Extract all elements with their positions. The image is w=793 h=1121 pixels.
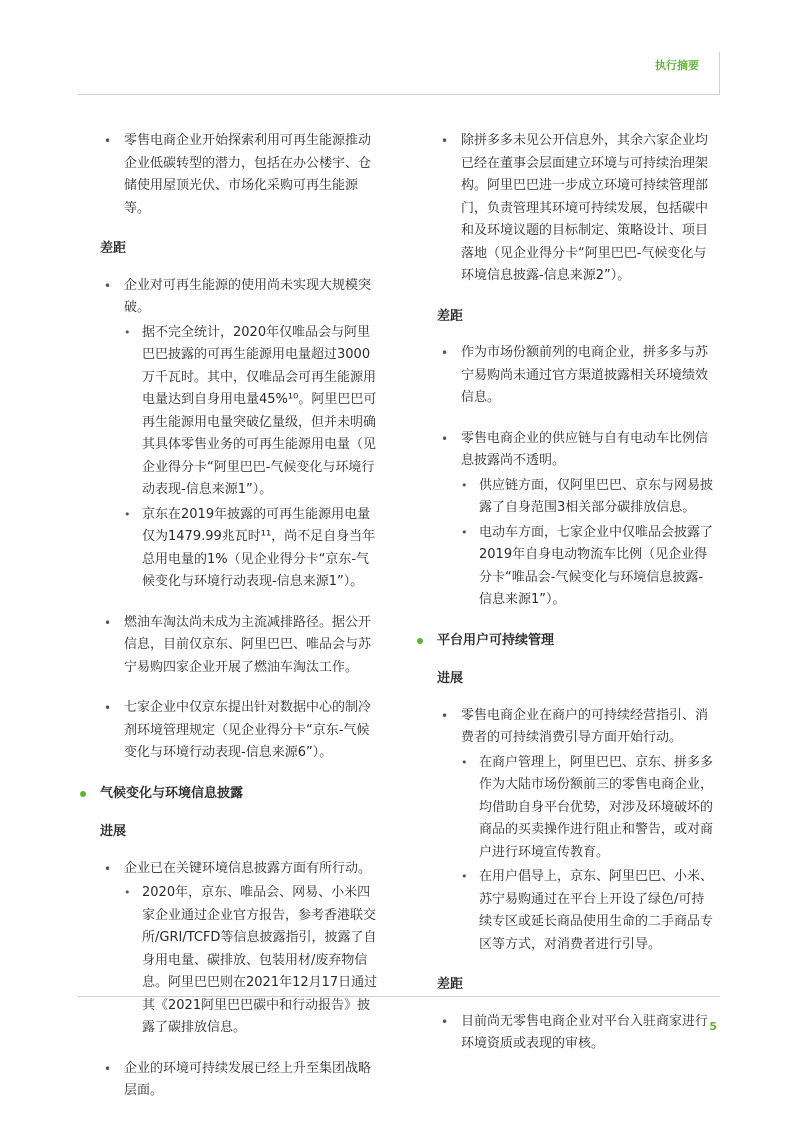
progress-heading: 进展: [437, 671, 464, 686]
sub-list-item-text: 京东在2019年披露的可再生能源用电量仅为1479.99兆瓦时¹¹，尚不足自身当年总用电量的1%（见企业得分卡“京东-气候变化与环境行动表现-信息来源1”）。: [142, 506, 376, 589]
page-number: 5: [709, 1020, 717, 1033]
bullet-icon: •: [104, 861, 112, 876]
section-heading-text: 平台用户可持续管理: [437, 632, 555, 648]
sub-list-item-text: 供应链方面，仅阿里巴巴、京东与网易披露了自身范围3相关部分碳排放信息。: [479, 477, 714, 515]
sub-list-item: [461, 475, 715, 520]
progress-heading: 进展: [100, 824, 127, 839]
bullet-icon: •: [441, 134, 449, 148]
bullet-icon: •: [124, 507, 131, 521]
sub-list-item: [461, 752, 715, 865]
bullet-icon: •: [104, 701, 112, 715]
green-dot-icon: [417, 638, 423, 644]
gap-heading: 差距: [100, 241, 127, 256]
section-heading-climate: [100, 783, 378, 806]
list-item-text: 零售电商企业开始探索利用可再生能源推动企业低碳转型的潜力，包括在办公楼宇、仓储使用屋顶光伏、市场化采购可再生能源等。: [124, 133, 372, 216]
bullet-icon: •: [104, 1061, 112, 1076]
list-item-text: 燃油车淘汰尚未成为主流减排路径。据公开信息，目前仅京东、阿里巴巴、唯品会与苏宁易购四家企业开展了燃油车淘汰工作。: [124, 614, 372, 675]
list-item: [78, 612, 378, 680]
list-item-text: 企业已在关键环境信息披露方面有所行动。: [124, 860, 372, 876]
bullet-icon: •: [104, 615, 112, 630]
gap-heading: 差距: [437, 308, 464, 324]
sub-list-item-text: 在用户倡导上，京东、阿里巴巴、小米、苏宁易购通过在平台上开设了绿色/可持续专区或延长商品使用生命的二手商品专区等方式，对消费者进行引导。: [479, 869, 714, 952]
list-item-text: 作为市场份额前列的电商企业，拼多多与苏宁易购尚未通过官方渠道披露相关环境绩效信息。: [461, 345, 709, 405]
list-item-text: 除拼多多未见公开信息外，其余六家企业均已经在董事会层面建立环境与可持续治理架构。阿里巴巴进一步成立环境可持续管理部门，负责管理其环境可持续发展，包括碳中和及环境议题的目标制定、策略设计、项目落地（见企业得分卡“阿里巴巴-气候变化与环境信息披露-信息来源2”）。: [461, 133, 709, 283]
list-item: [78, 1058, 378, 1103]
sub-list-item: [124, 504, 378, 594]
list-item: [78, 275, 378, 594]
bullet-icon: •: [441, 708, 449, 723]
list-item-text: 零售电商企业的供应链与自有电动车比例信息披露尚不透明。: [461, 430, 709, 468]
sub-list-item: [124, 882, 378, 1040]
bullet-icon: •: [461, 870, 468, 883]
right-column: [415, 130, 715, 1074]
sub-list-item-text: 据不完全统计，2020年仅唯品会与阿里巴巴披露的可再生能源用电量超过3000万千瓦时。其中，仅唯品会可再生能源用电量达到自身用电量45%¹⁰。阿里巴巴可再生能源用电量突破亿量级，但并未明确其具体零售业务的可再生能源用电量（见企业得分卡“阿里巴巴-气候变化与环境行动表现-信息来源1”）。: [142, 324, 377, 497]
footer-divider: [78, 996, 720, 997]
bullet-icon: •: [441, 1014, 449, 1029]
bullet-icon: •: [441, 346, 449, 360]
list-item: [78, 697, 378, 765]
list-item: [78, 130, 378, 220]
bullet-icon: •: [124, 325, 131, 339]
bullet-icon: •: [104, 278, 112, 293]
list-item-text: 企业的环境可持续发展已经上升至集团战略层面。: [124, 1060, 372, 1098]
bullet-icon: •: [461, 525, 468, 539]
list-item: [415, 705, 715, 957]
sub-list-item: [461, 522, 715, 612]
sub-list-item-text: 在商户管理上，阿里巴巴、京东、拼多多作为大陆市场份额前三的零售电商企业，均借助自身平台优势，对涉及环境破坏的商品的买卖操作进行阻止和警告，或对商户进行环境宣传教育。: [479, 754, 714, 860]
sub-list-item-text: 电动车方面，七家企业中仅唯品会披露了2019年自身电动物流车比例（见企业得分卡“唯品会-气候变化与环境信息披露-信息来源1”）。: [479, 524, 714, 607]
bullet-icon: •: [461, 755, 468, 769]
list-item-text: 零售电商企业在商户的可持续经营指引、消费者的可持续消费引导方面开始行动。: [461, 707, 709, 745]
list-item-text: 目前尚无零售电商企业对平台入驻商家进行环境资质或表现的审核。: [461, 1013, 709, 1051]
section-heading-text: 气候变化与环境信息披露: [100, 785, 244, 801]
list-item: [415, 342, 715, 410]
header-title: 执行摘要: [655, 59, 699, 72]
list-item: [415, 428, 715, 612]
bullet-icon: •: [461, 478, 468, 492]
list-item: [415, 130, 715, 288]
header-divider-vertical: [719, 52, 720, 94]
left-column: [78, 130, 378, 1121]
list-item: [415, 1011, 715, 1056]
sub-list-item: [461, 866, 715, 956]
bullet-icon: •: [124, 886, 131, 899]
list-item-text: 企业对可再生能源的使用尚未实现大规模突破。: [124, 277, 372, 315]
gap-heading: 差距: [437, 977, 464, 992]
sub-list-item: [124, 322, 378, 502]
sub-list-item-text: 2020年，京东、唯品会、网易、小米四家企业通过企业官方报告，参考香港联交所/GRI/TCFD等信息披露指引，披露了自身用电量、碳排放、包装用材/废弃物信息。阿里巴巴则在2021年12月17日通过其《2021阿里巴巴碳中和行动报告》披露了碳排放信息。: [142, 885, 378, 1035]
bullet-icon: •: [104, 134, 112, 148]
bullet-icon: •: [441, 431, 449, 446]
green-dot-icon: [80, 791, 86, 797]
header-divider: [78, 94, 720, 95]
list-item: [78, 858, 378, 1040]
list-item-text: 七家企业中仅京东提出针对数据中心的制冷剂环境管理规定（见企业得分卡“京东-气候变化与环境行动表现-信息来源6”）。: [124, 700, 372, 760]
section-heading-platform: [437, 630, 715, 653]
